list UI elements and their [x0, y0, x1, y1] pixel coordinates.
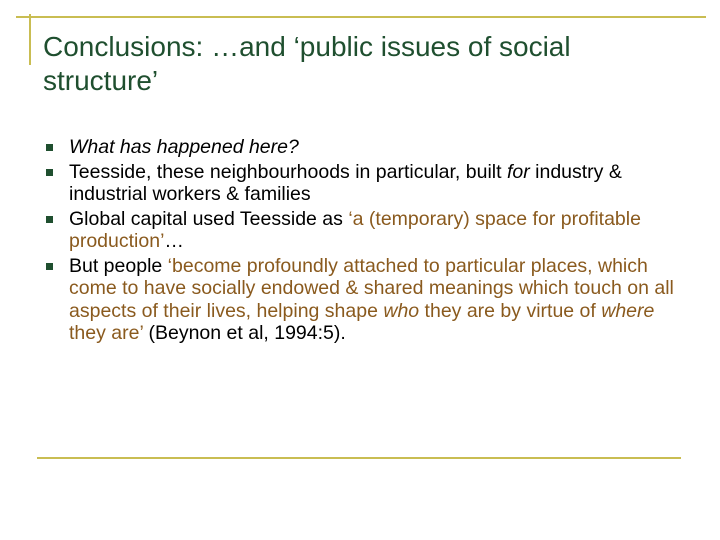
- bullet-item-4: [46, 255, 696, 345]
- frame-line-top: [16, 16, 706, 18]
- citation-text: (Beynon et al, 1994:5).: [143, 322, 346, 344]
- frame-line-vertical: [29, 14, 31, 65]
- frame-line-bottom: [37, 457, 681, 459]
- bullet-text: But people: [69, 254, 168, 277]
- bullet-text: What has happened here?: [69, 136, 299, 158]
- emphasis-quote-text: where: [601, 299, 655, 322]
- square-bullet-icon: [46, 169, 53, 176]
- quote-text: they are by virtue of: [419, 299, 602, 322]
- bullet-list: [46, 136, 696, 345]
- bullet-item-2: [46, 161, 696, 206]
- bullet-text: industry & industrial workers & families: [69, 160, 622, 205]
- slide-title: Conclusions: …and ‘public issues of social structure’: [43, 31, 571, 96]
- bullet-item-3: [46, 208, 696, 253]
- square-bullet-icon: [46, 144, 53, 151]
- bullet-text: Global capital used Teesside as: [69, 207, 349, 230]
- square-bullet-icon: [46, 263, 53, 270]
- square-bullet-icon: [46, 216, 53, 223]
- bullet-text: Teesside, these neighbourhoods in particular, built: [69, 160, 507, 183]
- quote-text: ‘a (temporary) space for profitable production’: [69, 207, 641, 252]
- quote-text: they are’: [69, 322, 144, 344]
- emphasis-quote-text: who: [383, 299, 420, 322]
- bullet-text: …: [164, 230, 184, 252]
- quote-text: ‘become profoundly attached to particular places, which come to have socially endowed & shared meanings which touch on all aspects of their lives, helping shape: [69, 254, 674, 322]
- bullet-item-1: [46, 136, 696, 159]
- emphasis-text: for: [506, 160, 530, 183]
